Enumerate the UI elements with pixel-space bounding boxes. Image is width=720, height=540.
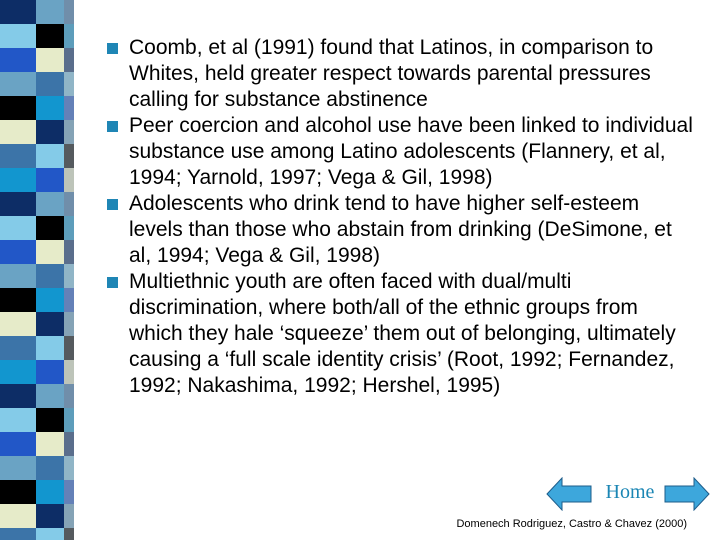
bullet-item [106,191,696,269]
left-arrow-icon[interactable] [546,477,592,511]
stripe-segment [36,384,64,408]
stripe-segment [36,24,64,48]
stripe-segment [36,96,64,120]
stripe-segment [0,528,36,540]
stripe-segment [0,432,36,456]
stripe-segment [0,384,36,408]
stripe-segment [0,48,36,72]
stripe-segment [0,0,36,24]
stripe-segment [36,456,64,480]
bullet-text: Peer coercion and alcohol use have been linked to individual substance use among Latino adolescents (Flannery, et al, 1994; Yarnold, 1997; Vega & Gil, 1998) [129,114,693,189]
stripe-segment [36,120,64,144]
stripe-segment [36,528,64,540]
stripe-segment [0,192,36,216]
right-arrow-icon[interactable] [664,477,710,511]
stripe-segment [0,504,36,528]
stripe-segment [36,48,64,72]
stripe-segment [36,432,64,456]
stripe-segment [0,480,36,504]
bullet-item [106,113,696,191]
stripe-segment [36,144,64,168]
stripe-segment [0,456,36,480]
stripe-segment [0,216,36,240]
stripe-segment [36,0,64,24]
bullet-text: Multiethnic youth are often faced with dual/multi discrimination, where both/all of the ethnic groups from which they hale ‘squeeze’ them out of belonging, ultimately causing a ‘full scale identity crisis’ (Root, 1992; Fernandez, 1992; Nakashima, 1992; Hershel, 1995) [129,270,676,397]
bullet-item [106,269,696,399]
decorative-stripe-bar [0,0,74,540]
stripe-segment [36,240,64,264]
stripe-segment [36,192,64,216]
stripe-segment [36,72,64,96]
stripe-segment [36,336,64,360]
square-bullet-icon [107,199,118,210]
stripe-shadow-edge [64,0,74,540]
stripe-segment [0,168,36,192]
bullet-text: Adolescents who drink tend to have higher self-esteem levels than those who abstain from drinking (DeSimone, et al, 1994; Vega & Gil, 1998) [129,192,672,267]
slide-navigation [546,477,710,511]
stripe-segment [0,24,36,48]
stripe-segment [36,360,64,384]
square-bullet-icon [107,277,118,288]
stripe-segment [0,408,36,432]
stripe-segment [0,312,36,336]
stripe-segment [36,480,64,504]
bullet-list [106,35,696,399]
stripe-segment [36,168,64,192]
stripe-segment [0,144,36,168]
home-link[interactable]: Home [605,481,655,503]
stripe-segment [0,120,36,144]
stripe-pattern [0,0,74,540]
stripe-segment [36,504,64,528]
stripe-segment [0,336,36,360]
stripe-segment [36,216,64,240]
stripe-segment [0,72,36,96]
stripe-segment [36,408,64,432]
stripe-segment [0,96,36,120]
stripe-segment [36,312,64,336]
bullet-item [106,35,696,113]
bullet-text: Coomb, et al (1991) found that Latinos, in comparison to Whites, held greater respect towards parental pressures calling for substance abstinence [129,36,654,111]
square-bullet-icon [107,121,118,132]
stripe-segment [0,360,36,384]
stripe-segment [0,288,36,312]
stripe-segment [0,264,36,288]
square-bullet-icon [107,43,118,54]
footer-credit: Domenech Rodriguez, Castro & Chavez (2000) [456,518,687,530]
stripe-segment [36,288,64,312]
stripe-segment [0,240,36,264]
stripe-segment [36,264,64,288]
